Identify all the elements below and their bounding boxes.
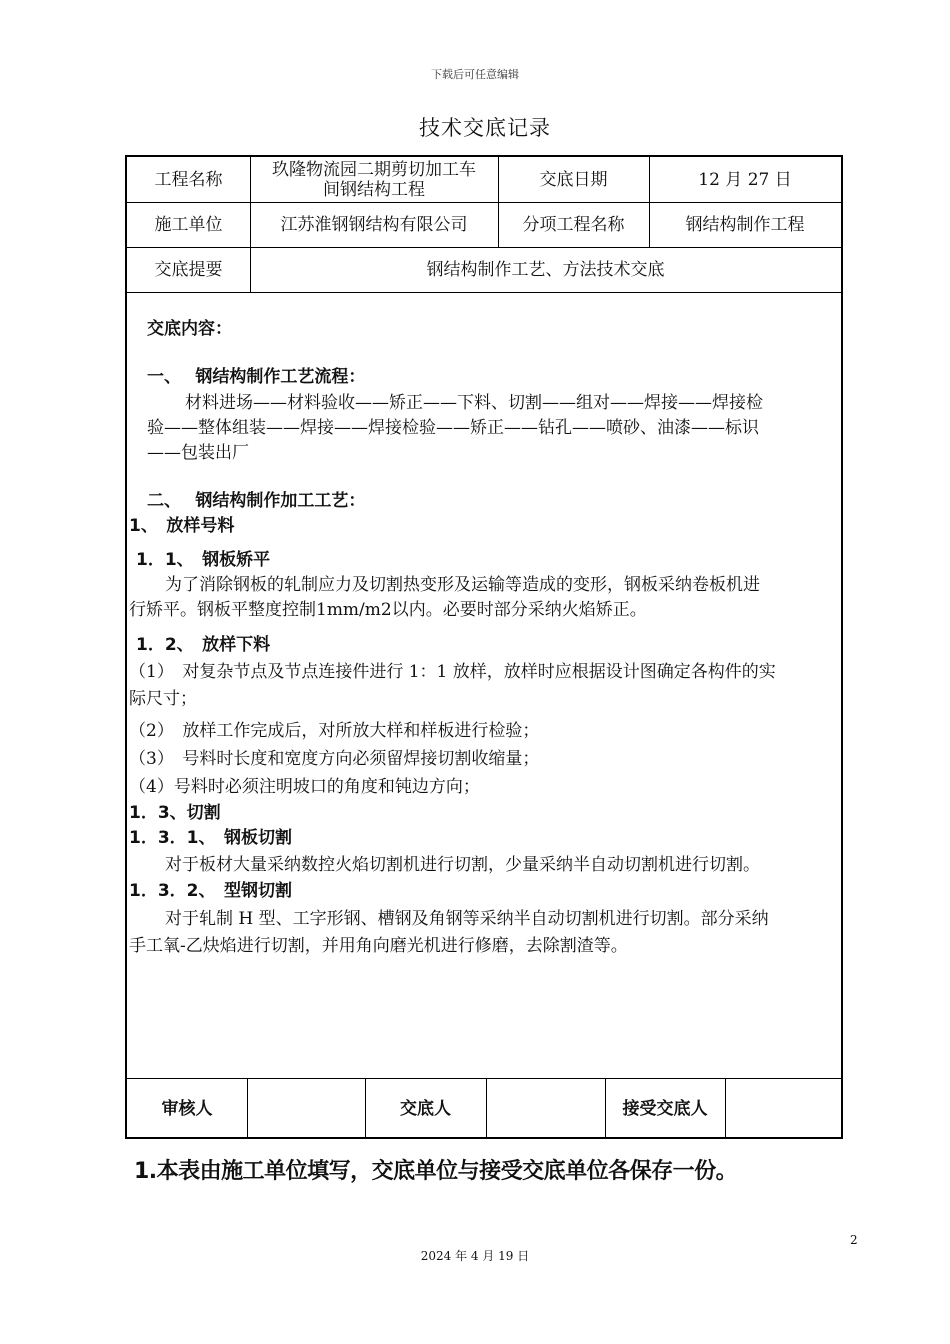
summary-value: 钢结构制作工艺、方法技术交底 [426, 259, 665, 280]
reviewer-label: 审核人 [161, 1098, 213, 1119]
date-label: 交底日期 [539, 169, 608, 190]
reviewer-signature-field[interactable] [247, 1078, 365, 1139]
receiver-label: 接受交底人 [622, 1098, 708, 1119]
project-name-value [250, 157, 498, 202]
list-item: （4）号料时必须注明坡口的角度和钝边方向； [129, 777, 480, 797]
list-item: 际尺寸； [129, 689, 197, 709]
subsection-heading: 1．1、 钢板矫平 [136, 550, 271, 570]
date-value: 12 月 27 日 [698, 169, 792, 190]
page-number: 2 [850, 1233, 858, 1247]
content-heading: 交底内容： [147, 319, 232, 339]
subsection-heading: 1．3、切割 [129, 803, 221, 823]
paragraph-line: 对于轧制 H 型、工字形钢、槽钢及角钢等采纳半自动切割机进行切割。部分采纳 [165, 909, 769, 929]
section-1-line: 验——整体组装——焊接——焊接检验——矫正——钻孔——喷砂、油漆——标识 [147, 418, 759, 438]
page-date: 2024 年 4 月 19 日 [420, 1249, 530, 1263]
document-title: 技术交底记录 [419, 116, 551, 140]
subsection-heading: 1．2、 放样下料 [136, 635, 271, 655]
discloser-label: 交底人 [400, 1098, 451, 1119]
footer-note: 1.本表由施工单位填写，交底单位与接受交底单位各保存一份。 [134, 1159, 738, 1184]
discloser-signature-field[interactable] [486, 1078, 605, 1139]
project-name-line2: 间钢结构工程 [323, 179, 425, 200]
contractor-value: 江苏淮钢钢结构有限公司 [280, 214, 468, 235]
subsection-heading: 1．3．1、 钢板切割 [129, 828, 292, 848]
paragraph-line: 手工氧-乙炔焰进行切割，并用角向磨光机进行修磨，去除割渣等。 [129, 936, 628, 956]
receiver-signature-field[interactable] [725, 1078, 841, 1139]
summary-label: 交底提要 [154, 259, 223, 280]
project-name-label: 工程名称 [154, 169, 223, 190]
section-1-line: 材料进场——材料验收——矫正——下料、切割——组对——焊接——焊接检 [185, 393, 763, 413]
paragraph-line: 行矫平。钢板平整度控制1mm/m2以内。必要时部分采纳火焰矫正。 [129, 600, 647, 620]
header-note: 下载后可任意编辑 [431, 68, 519, 81]
subsection-heading: 1．3．2、 型钢切割 [129, 881, 292, 901]
contractor-label: 施工单位 [154, 214, 223, 235]
list-item: （2） 放样工作完成后，对所放大样和样板进行检验； [129, 721, 540, 741]
section-1-title: 一、 钢结构制作工艺流程： [147, 367, 366, 387]
list-item: （3） 号料时长度和宽度方向必须留焊接切割收缩量； [129, 749, 540, 769]
list-item: （1） 对复杂节点及节点连接件进行 1：1 放样，放样时应根据设计图确定各构件的实 [129, 662, 776, 682]
section-1-line: ——包装出厂 [147, 443, 249, 463]
paragraph-line: 对于板材大量采纳数控火焰切割机进行切割，少量采纳半自动切割机进行切割。 [165, 855, 760, 875]
subproject-value: 钢结构制作工程 [685, 214, 805, 235]
section-2-title: 二、 钢结构制作加工工艺： [147, 491, 366, 511]
record-table [125, 155, 843, 1139]
paragraph-line: 为了消除钢板的轧制应力及切割热变形及运输等造成的变形，钢板采纳卷板机进 [165, 575, 760, 595]
subproject-label: 分项工程名称 [522, 214, 625, 235]
subsection-heading: 1、 放样号料 [129, 516, 235, 536]
row-divider [127, 292, 841, 293]
project-name-line1: 玖隆物流园二期剪切加工车 [272, 159, 476, 180]
